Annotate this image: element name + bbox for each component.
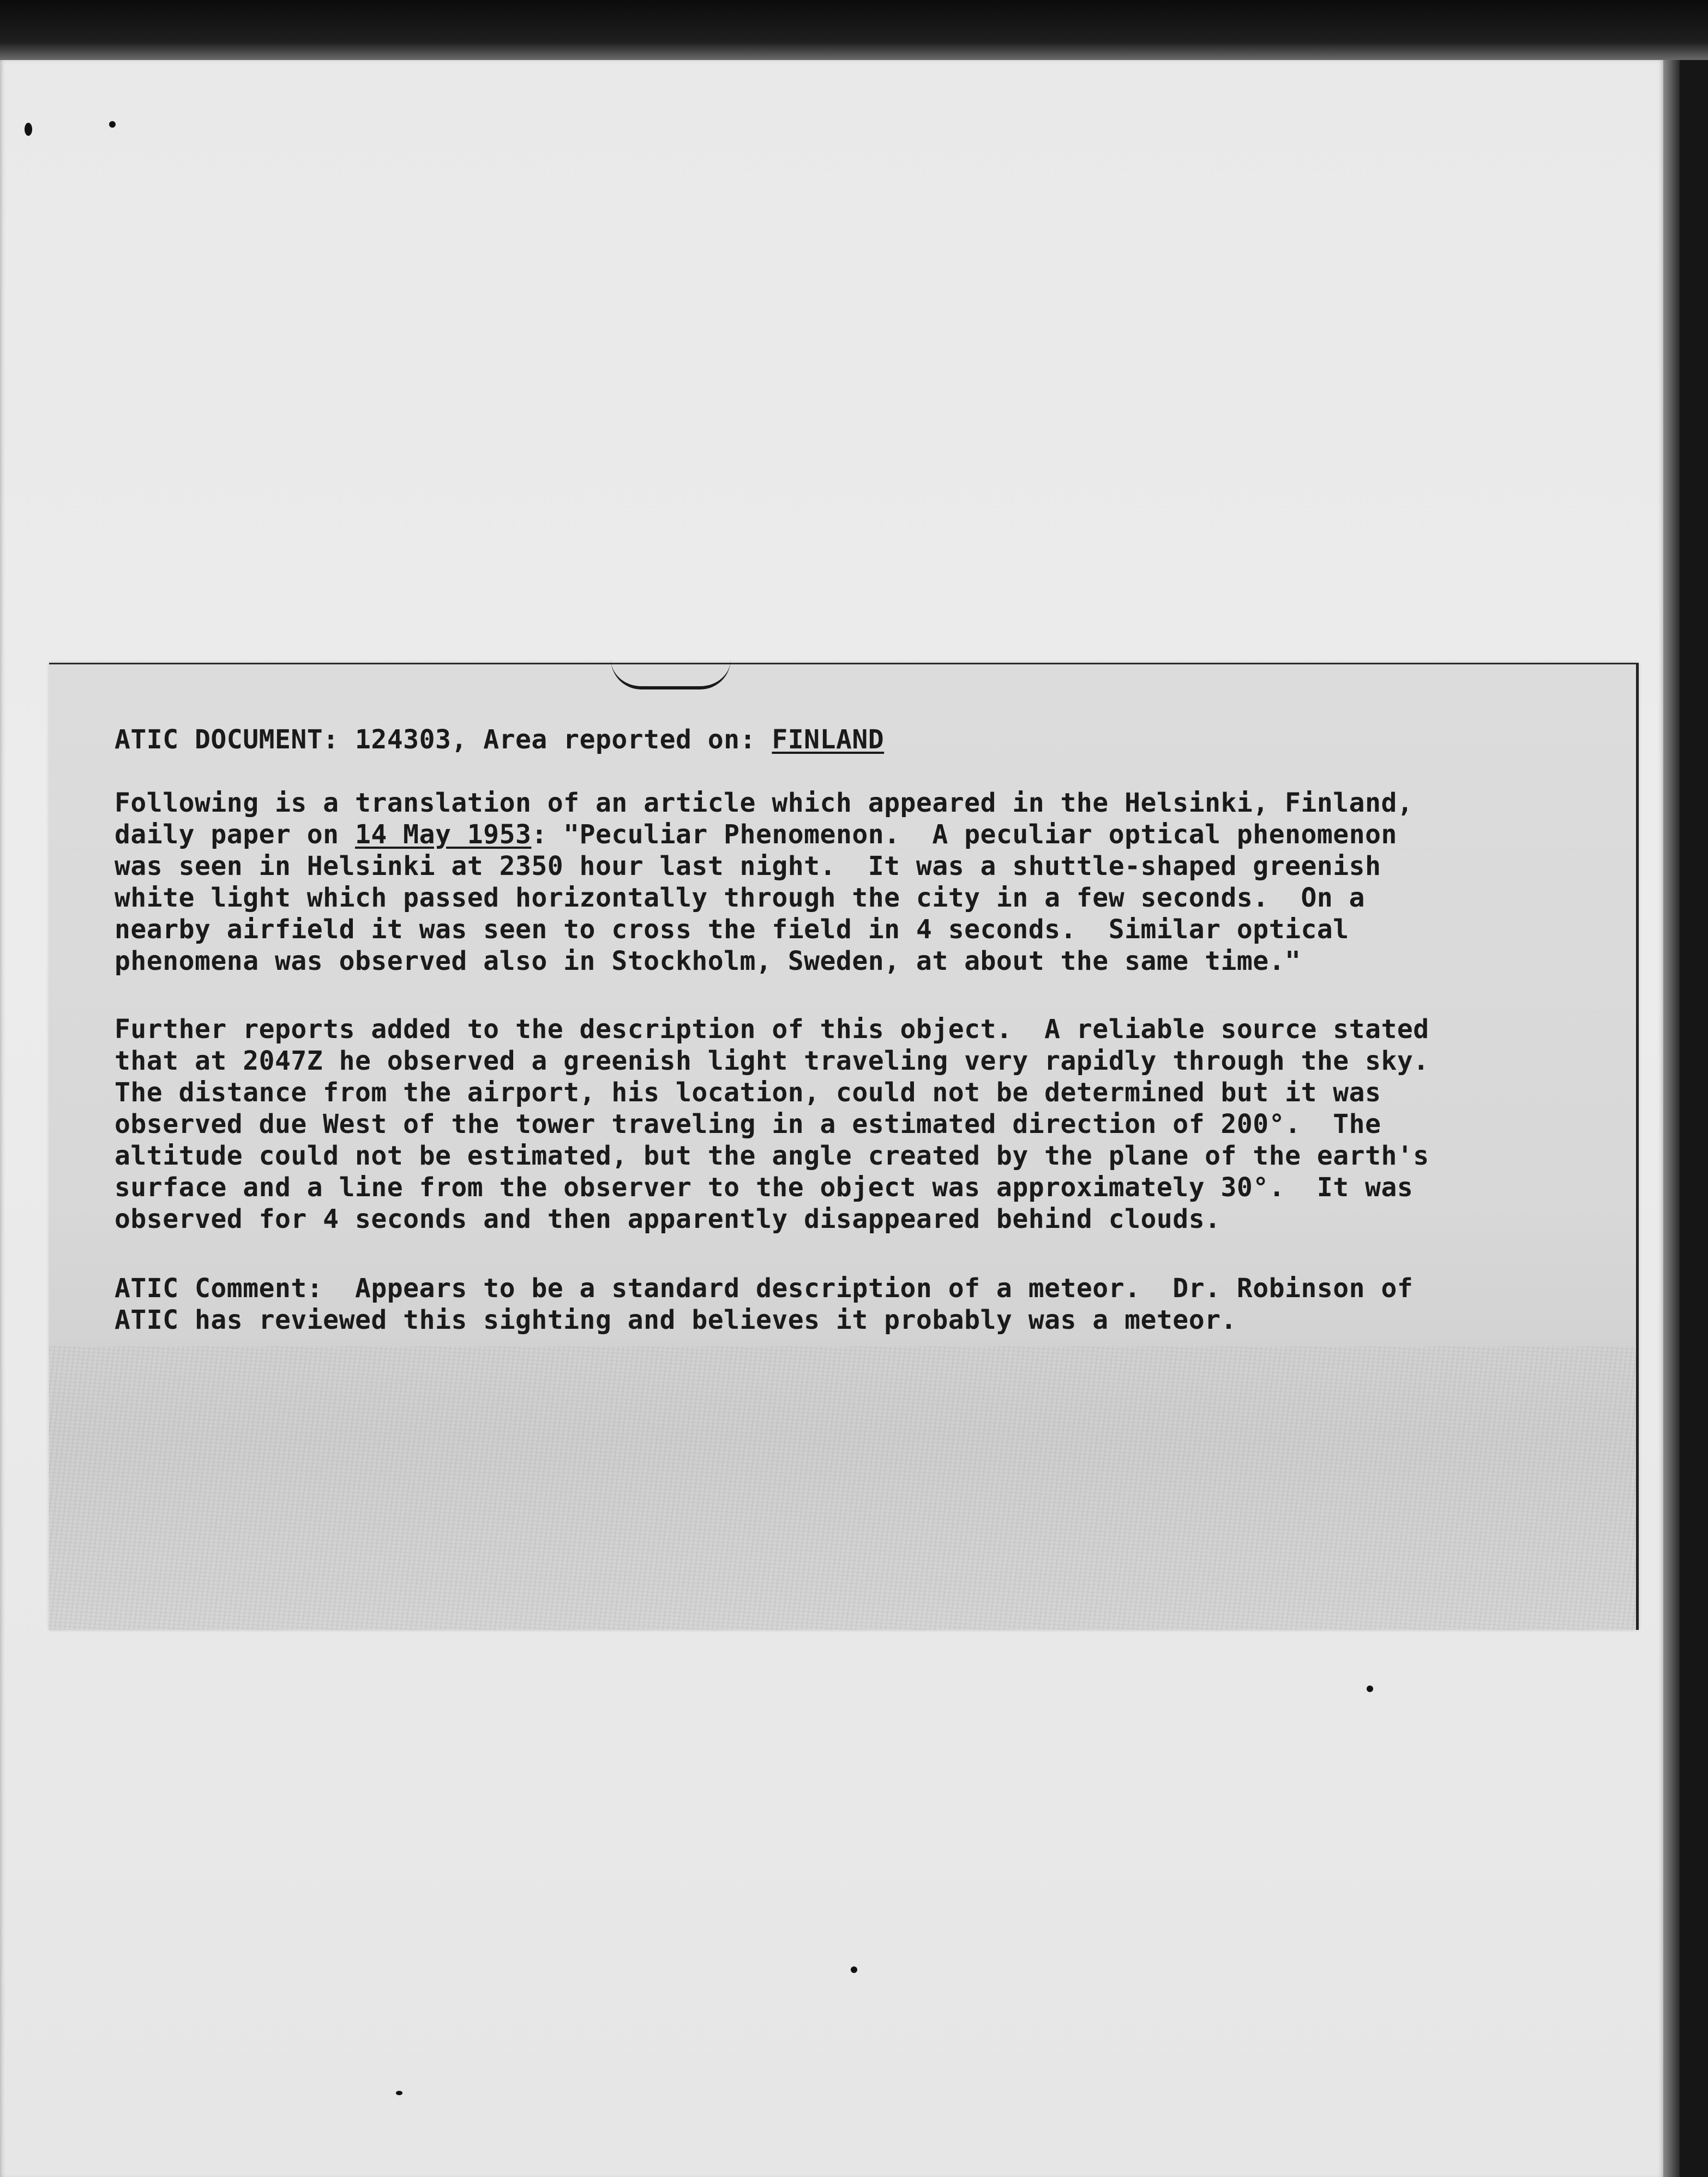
- paragraph-text: daily paper on: [115, 819, 355, 850]
- paragraph-line: observed for 4 seconds and then apparently disappeared behind clouds.: [115, 1204, 1221, 1234]
- paragraph-line: altitude could not be estimated, but the angle created by the plane of the earth's: [115, 1141, 1429, 1171]
- paragraph-line: observed due West of the tower traveling in a estimated direction of 200°. The: [115, 1109, 1381, 1140]
- area-label: Area reported on:: [483, 724, 756, 755]
- page-speck: [851, 1966, 857, 1973]
- paragraph-line: surface and a line from the observer to the object was approximately 30°. It was: [115, 1172, 1414, 1203]
- paragraph-line: white light which passed horizontally through the city in a few seconds. On a: [115, 883, 1366, 913]
- paragraph-line: phenomena was observed also in Stockholm, Sweden, at about the same time.": [115, 946, 1301, 976]
- page-speck: [109, 121, 116, 128]
- card-mark: [611, 659, 731, 689]
- paragraph-line: Further reports added to the description of this object. A reliable source stated: [115, 1014, 1429, 1045]
- card-texture: [49, 1346, 1636, 1630]
- paragraph-text: : "Peculiar Phenomenon. A peculiar optical phenomenon: [531, 819, 1397, 850]
- scan-border-top: [0, 0, 1708, 60]
- page-speck: [1367, 1686, 1373, 1692]
- document-header: [115, 724, 1652, 755]
- paragraph-line: that at 2047Z he observed a greenish light traveling very rapidly through the sky.: [115, 1046, 1429, 1076]
- page-edge-right: [1663, 22, 1680, 2177]
- doc-label: ATIC DOCUMENT:: [115, 724, 339, 755]
- paragraph-line: The distance from the airport, his location, could not be determined but it was: [115, 1077, 1381, 1108]
- page-speck: [25, 123, 32, 136]
- page-speck: [396, 2091, 402, 2095]
- comment-line: ATIC Comment: Appears to be a standard description of a meteor. Dr. Robinson of: [115, 1273, 1414, 1304]
- paragraph-line: was seen in Helsinki at 2350 hour last night. It was a shuttle-shaped greenish: [115, 851, 1381, 881]
- paragraph-line: Following is a translation of an article which appeared in the Helsinki, Finland,: [115, 788, 1414, 818]
- area-value: FINLAND: [772, 724, 885, 755]
- doc-number: 124303,: [354, 724, 467, 755]
- paragraph-line: nearby airfield it was seen to cross the field in 4 seconds. Similar optical: [115, 914, 1349, 945]
- article-date: 14 May 1953: [354, 819, 532, 850]
- comment-line: ATIC has reviewed this sighting and believes it probably was a meteor.: [115, 1305, 1237, 1335]
- paragraph-line: [115, 819, 1652, 850]
